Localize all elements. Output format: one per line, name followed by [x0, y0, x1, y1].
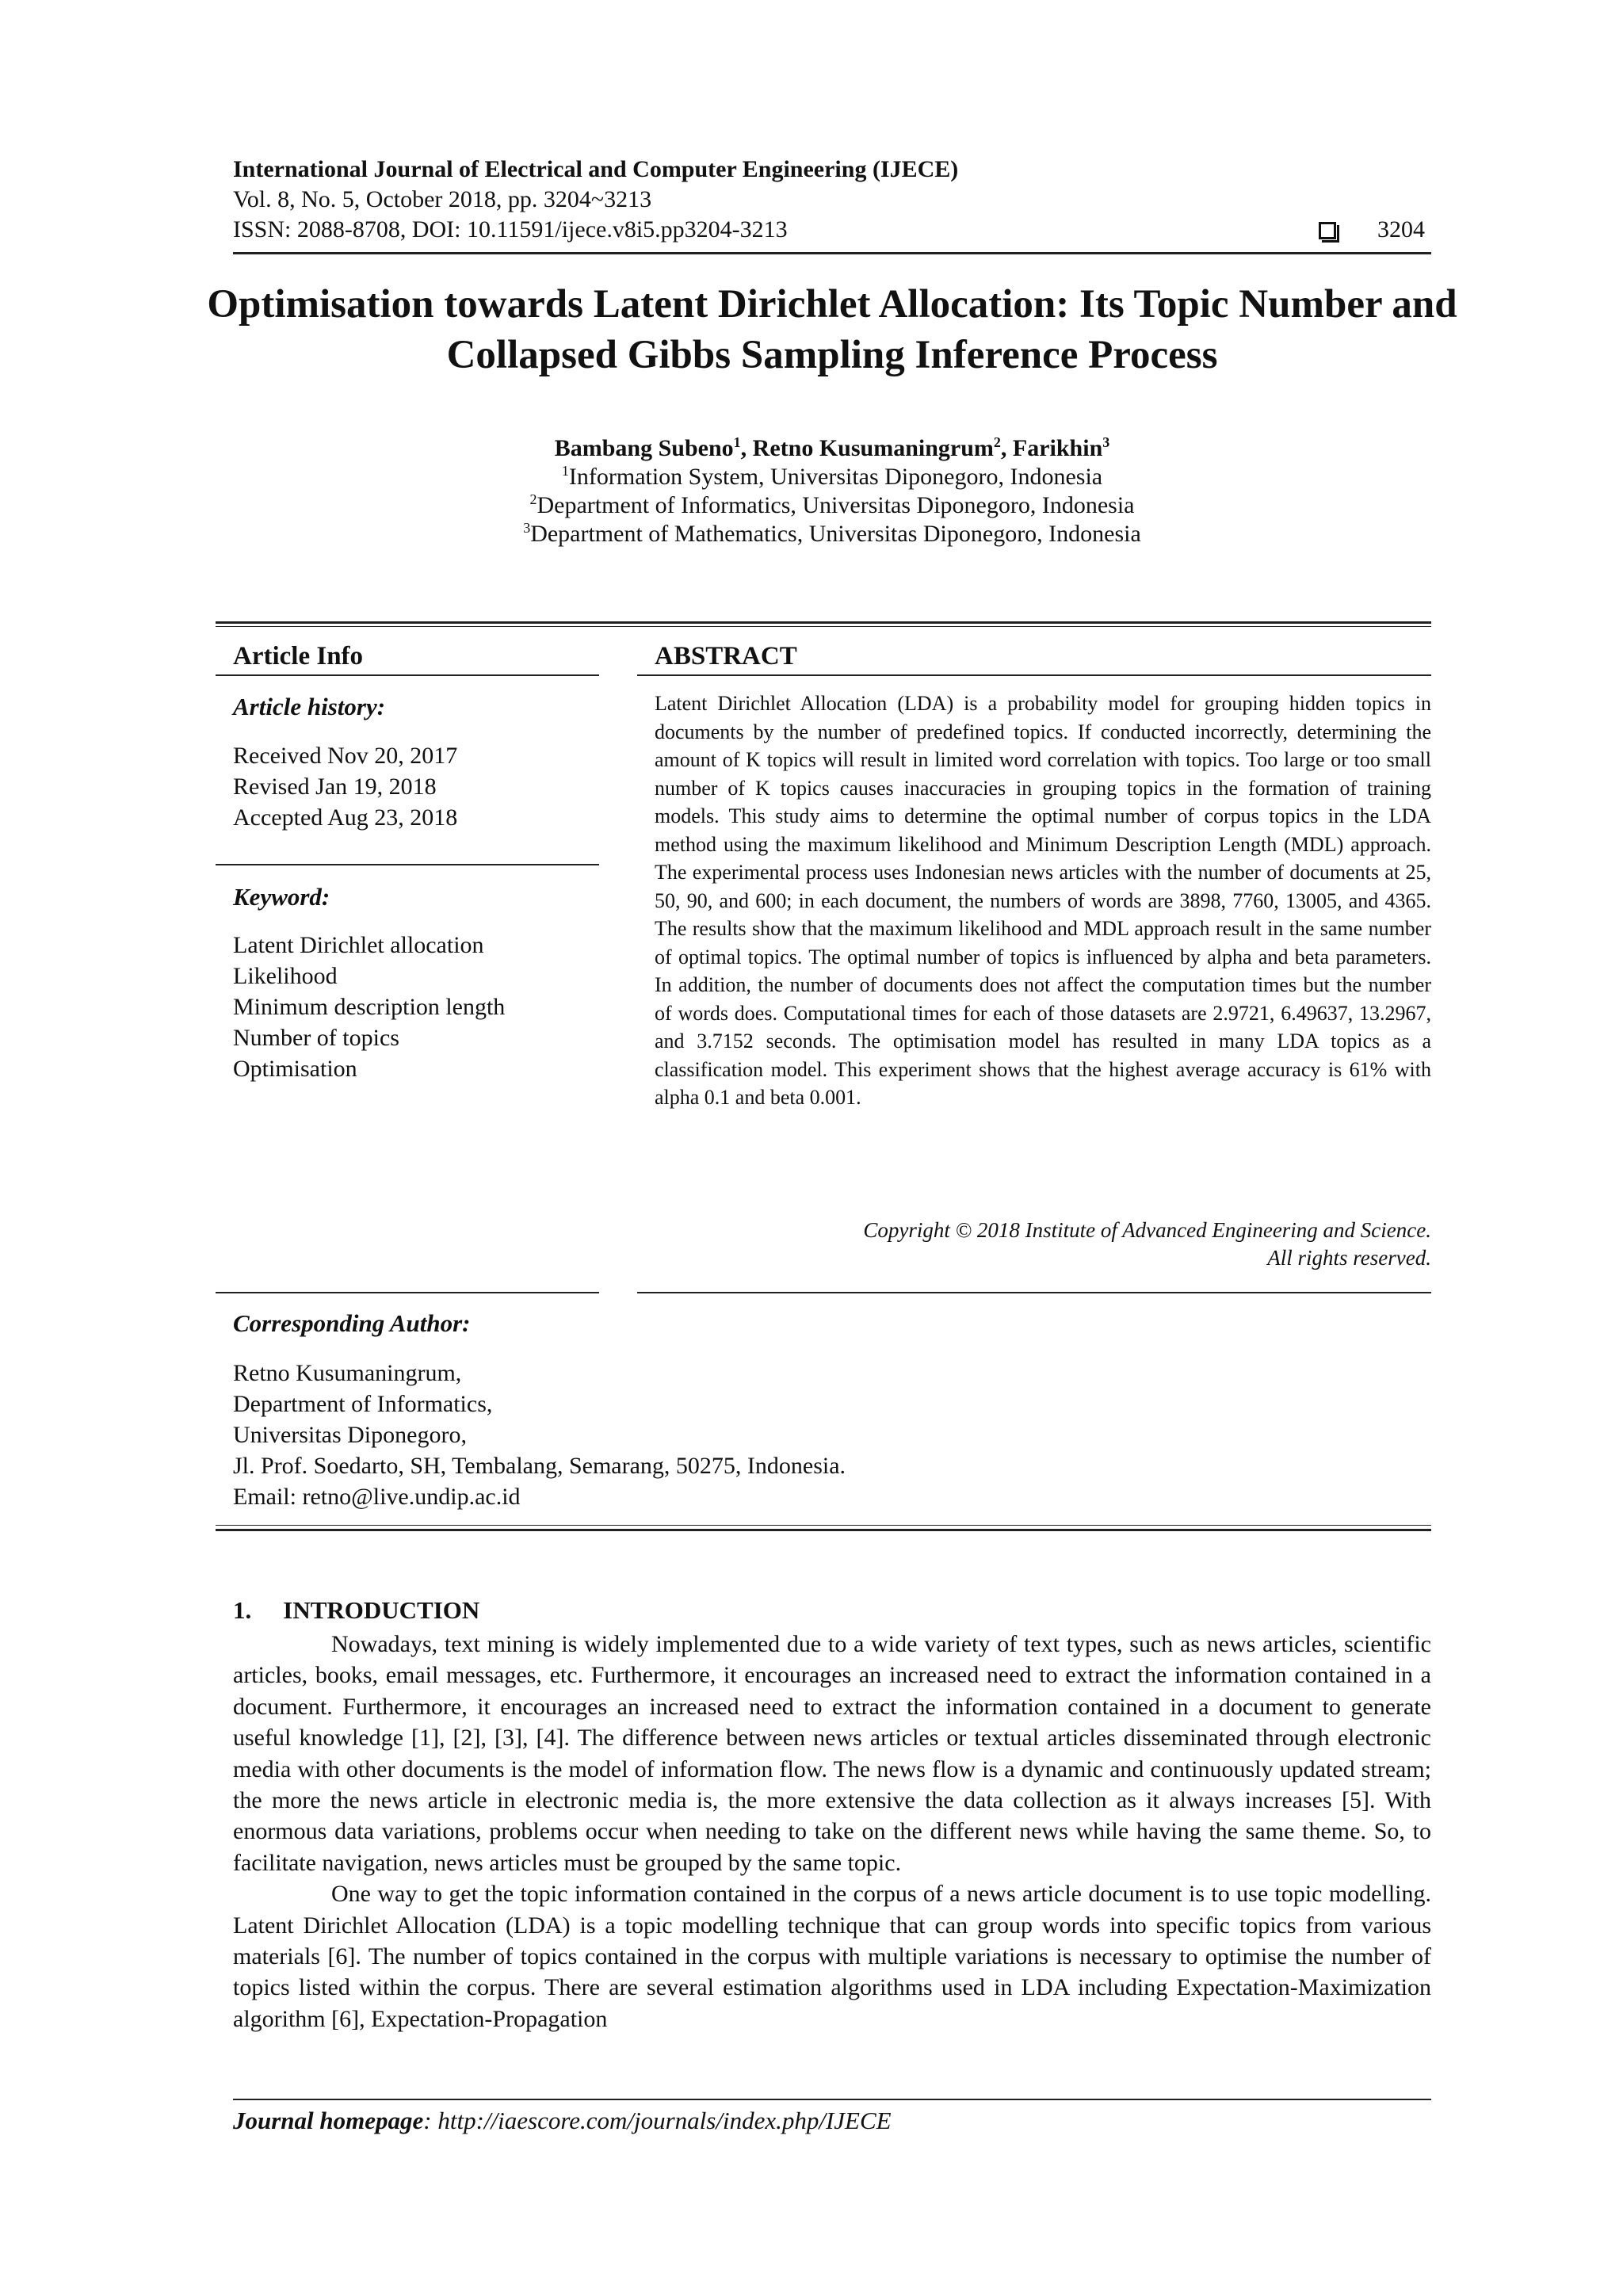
- abstract-text: Latent Dirichlet Allocation (LDA) is a probability model for grouping hidden topics in documents by the number of predefined topics. If conducted incorrectly, determining the amount of K topics will result in limited word correlation with topics. Too large or too small number of K topics causes inaccuracies in grouping topics in the formation of training models. This study aims to determine the optimal number of corpus topics in the LDA method using the maximum likelihood and Minimum Description Length (MDL) approach. The experimental process uses Indonesian news articles with the number of documents at 25, 50, 90, and 600; in each document, the numbers of words are 3898, 7760, 13005, and 4365. The results show that the maximum likelihood and MDL approach result in the same number of optimal topics. The optimal number of topics is influenced by alpha and beta parameters. In addition, the number of documents does not affect the computation times but the number of words does. Computational times for each of those datasets are 2.9721, 6.49637, 13.2967, and 3.7152 seconds. The optimisation model has resulted in many LDA topics as a classification model. This experiment shows that the highest average accuracy is 61% with alpha 0.1 and beta 0.001.: [655, 692, 1431, 1109]
- author-3: Farikhin: [1012, 435, 1103, 461]
- corresponding-line: Universitas Diponegoro,: [233, 1422, 467, 1448]
- corresponding-email: Email: retno@live.undip.ac.id: [233, 1484, 521, 1510]
- affiliation-1: $^1$Information System, Universitas Diponegoro, Indonesia: [561, 463, 1103, 490]
- keyword-item: Number of topics: [233, 1025, 399, 1051]
- square-bullet-icon: [1319, 222, 1336, 239]
- accepted-date: Accepted Aug 23, 2018: [233, 804, 458, 831]
- affiliation-3: $^3$Department of Mathematics, Universitas Diponegoro, Indonesia: [523, 520, 1141, 547]
- journal-homepage: Journal homepage: http://iaescore.com/journals/index.php/IJECE: [233, 2107, 892, 2134]
- article-info-bottom-rule: [216, 1292, 599, 1293]
- introduction-body: [233, 1629, 1431, 2034]
- header-rule: [233, 252, 1431, 254]
- keyword-item: Likelihood: [233, 963, 338, 989]
- author-block: [269, 434, 1395, 548]
- author-1: Bambang Subeno: [554, 435, 734, 461]
- author-2: Retno Kusumaningrum: [752, 435, 994, 461]
- keyword-item: Optimisation: [233, 1056, 357, 1082]
- article-info-rule: [216, 674, 599, 676]
- keyword-item: Latent Dirichlet allocation: [233, 932, 484, 958]
- revised-date: Revised Jan 19, 2018: [233, 774, 437, 800]
- keyword-rule: [216, 864, 599, 865]
- corresponding-line: Jl. Prof. Soedarto, SH, Tembalang, Semarang, 50275, Indonesia.: [233, 1453, 846, 1479]
- copyright-notice: Copyright © 2018 Institute of Advanced Engineering and Science. All rights reserved.: [863, 1218, 1431, 1270]
- infobox-bottom-rule: [216, 1529, 1431, 1531]
- page-number: 3204: [1377, 216, 1425, 243]
- received-date: Received Nov 20, 2017: [233, 743, 458, 769]
- abstract-bottom-rule: [637, 1292, 1431, 1293]
- paper-title: Optimisation towards Latent Dirichlet Allocation: Its Topic Number and Collapsed Gibbs Sampling Inference Process: [207, 282, 1457, 377]
- intro-paragraph-1: Nowadays, text mining is widely implemented due to a wide variety of text types, such as news articles, scientific articles, books, email messages, etc. Furthermore, it encourages an increased need to extract the information contained in a document. Furthermore, it encourages an increased need to extract the information contained in a document to generate useful knowledge [1], [2], [3], [4]. The difference between news articles or textual articles disseminated through electronic media with other documents is the model of information flow. The news flow is a dynamic and continuously updated stream; the more the news article in electronic media is, the more extensive the data collection as it always increases [5]. With enormous data variations, problems occur when needing to take on the different news while having the same theme. So, to facilitate navigation, news articles must be grouped by the same topic.: [233, 1631, 1431, 1876]
- history-label: Article history:: [233, 693, 386, 720]
- section-heading: 1. INTRODUCTION: [233, 1596, 480, 1624]
- abstract-heading: ABSTRACT: [655, 642, 797, 670]
- infobox-top-rule: [216, 621, 1431, 624]
- article-info-heading: Article Info: [233, 642, 364, 670]
- abstract-rule: [637, 674, 1431, 676]
- journal-issn: ISSN: 2088-8708, DOI: 10.11591/ijece.v8i5.pp3204-3213: [233, 216, 788, 243]
- journal-name: International Journal of Electrical and Computer Engineering (IJECE): [233, 156, 959, 182]
- keyword-item: Minimum description length: [233, 994, 506, 1020]
- corresponding-author-label: Corresponding Author:: [233, 1309, 471, 1337]
- author-names: Bambang Subeno$^1$, Retno Kusumaningrum$^2$, Farikhin$^3$: [554, 434, 1110, 461]
- corresponding-line: Department of Informatics,: [233, 1391, 493, 1417]
- corresponding-line: Retno Kusumaningrum,: [233, 1360, 462, 1386]
- affiliation-2: $^2$Department of Informatics, Universitas Diponegoro, Indonesia: [529, 491, 1135, 518]
- footer-rule: [233, 2099, 1431, 2100]
- intro-paragraph-2: One way to get the topic information contained in the corpus of a news article document is to use topic modelling. Latent Dirichlet Allocation (LDA) is a topic modelling technique that can group words into specific topics from various materials [6]. The number of topics contained in the corpus with multiple variations is necessary to optimise the number of topics listed within the corpus. There are several estimation algorithms used in LDA including Expectation-Maximization algorithm [6], Expectation-Propagation: [233, 1881, 1431, 2032]
- keyword-label: Keyword:: [233, 883, 330, 911]
- journal-volume: Vol. 8, No. 5, October 2018, pp. 3204~3213: [233, 186, 652, 212]
- homepage-link[interactable]: : http://iaescore.com/journals/index.php/IJECE: [423, 2107, 892, 2134]
